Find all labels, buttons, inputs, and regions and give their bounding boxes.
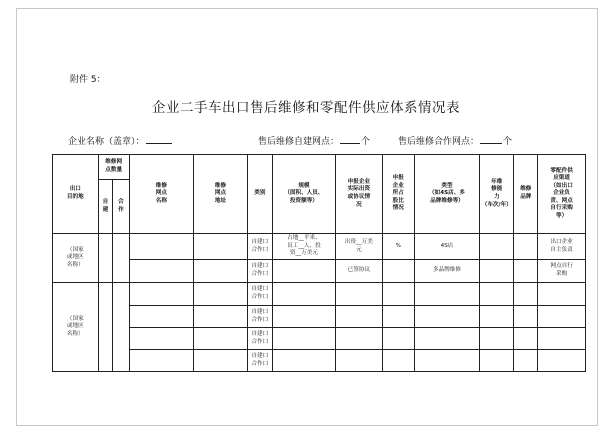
capacity-cell (480, 306, 514, 328)
outlet-address-cell (194, 283, 248, 306)
outlet-count-header: 维修网 点数量 (98, 155, 129, 180)
table-row (53, 350, 586, 372)
type-cell: 多品牌维修 (414, 260, 479, 283)
table-row (53, 328, 586, 350)
agreement-cell: 出资__万美 元 (336, 234, 383, 260)
self-built-count-cell (98, 234, 113, 283)
parts-cell: 网点自行 采购 (538, 260, 586, 283)
share-cell (382, 306, 414, 328)
self-built-outlets-blank (340, 134, 360, 144)
share-cell (382, 283, 414, 306)
scale-cell: 占地__平米、 员工__人、投 资__万美元 (272, 234, 335, 260)
outlet-address-cell (194, 328, 248, 350)
capacity-cell (480, 350, 514, 372)
outlet-name-cell (129, 283, 193, 306)
scale-cell (272, 328, 335, 350)
share-cell (382, 260, 414, 283)
outlet-address-cell (194, 306, 248, 328)
brand-cell (514, 283, 538, 306)
capacity-cell (480, 234, 514, 260)
outlet-address-cell (194, 350, 248, 372)
outlet-address-cell (194, 260, 248, 283)
scale-cell (272, 306, 335, 328)
brand-cell (514, 328, 538, 350)
brand-cell (514, 350, 538, 372)
table-row (53, 283, 586, 306)
type-cell (414, 350, 479, 372)
outlet-address-cell (194, 234, 248, 260)
company-name-blank (146, 134, 172, 144)
category-cell: 自建口 合作口 (247, 234, 272, 260)
agreement-header: 申报企业 实际出资 或协议情 况 (336, 155, 383, 234)
self-built-count-cell (98, 283, 113, 372)
type-header: 类型 （如4S店、多 品牌维修等） (414, 155, 479, 234)
category-cell: 自建口 合作口 (247, 350, 272, 372)
share-cell (382, 350, 414, 372)
scale-cell (272, 260, 335, 283)
agreement-cell: 已签协议 (336, 260, 383, 283)
company-name-label: 企业名称（盖章）： (68, 137, 145, 147)
table-row (53, 306, 586, 328)
self-built-outlets-field (258, 134, 370, 147)
table-row (53, 260, 586, 283)
region-cell: （国家 或地区 名称） (53, 234, 99, 283)
self-built-header: 自 建 (98, 180, 113, 234)
table-row (53, 234, 586, 260)
category-cell: 自建口 合作口 (247, 260, 272, 283)
parts-cell (538, 283, 586, 306)
attachment-label: 附件 5： (70, 75, 106, 85)
type-cell: 4S店 (414, 234, 479, 260)
outlet-name-cell (129, 234, 193, 260)
scale-cell (272, 350, 335, 372)
brand-cell (514, 260, 538, 283)
brand-cell (514, 306, 538, 328)
outlet-address-header: 维修 网点 地址 (194, 155, 248, 234)
cooperative-count-cell (113, 283, 130, 372)
category-cell: 自建口 合作口 (247, 283, 272, 306)
capacity-header: 年维 修能 力 （车次/年） (480, 155, 514, 234)
capacity-cell (480, 328, 514, 350)
share-cell: % (382, 234, 414, 260)
self-built-outlets-unit: 个 (361, 137, 371, 147)
document-title: 企业二手车出口售后维修和零配件供应体系情况表 (152, 100, 460, 116)
outlet-info-table (52, 154, 586, 372)
share-cell (382, 328, 414, 350)
cooperative-count-cell (113, 234, 130, 283)
outlet-name-cell (129, 260, 193, 283)
self-built-outlets-label: 售后维修自建网点： (258, 137, 340, 147)
parts-cell (538, 328, 586, 350)
cooperative-outlets-field (398, 134, 512, 147)
outlet-name-cell (129, 306, 193, 328)
header-row-top (53, 155, 586, 180)
type-cell (414, 306, 479, 328)
capacity-cell (480, 260, 514, 283)
type-cell (414, 283, 479, 306)
parts-header: 零配件供 应渠道 （如出口 企业负 责、网点 自行采购 等） (538, 155, 586, 234)
type-cell (414, 328, 479, 350)
parts-cell (538, 350, 586, 372)
capacity-cell (480, 283, 514, 306)
brand-header: 维修 品牌 (514, 155, 538, 234)
parts-cell: 出口企业 自主负责 (538, 234, 586, 260)
cooperative-outlets-unit: 个 (503, 137, 513, 147)
share-header: 申报 企业 所占 股比 情况 (382, 155, 414, 234)
outlet-name-cell (129, 328, 193, 350)
agreement-cell (336, 328, 383, 350)
company-name-field (68, 134, 173, 147)
scale-cell (272, 283, 335, 306)
destination-header: 出口 目的地 (53, 155, 99, 234)
brand-cell (514, 234, 538, 260)
agreement-cell (336, 283, 383, 306)
category-cell: 自建口 合作口 (247, 328, 272, 350)
agreement-cell (336, 350, 383, 372)
parts-cell (538, 306, 586, 328)
cooperative-header: 合 作 (113, 180, 130, 234)
category-cell: 自建口 合作口 (247, 306, 272, 328)
scale-header: 规模 （面积、人员、 投资额等） (272, 155, 335, 234)
region-cell: （国家 或地区 名称） (53, 283, 99, 372)
outlet-name-cell (129, 350, 193, 372)
category-header: 类别 (247, 155, 272, 234)
cooperative-outlets-blank (480, 134, 502, 144)
cooperative-outlets-label: 售后维修合作网点： (398, 137, 480, 147)
outlet-name-header: 维修 网点 名称 (129, 155, 193, 234)
agreement-cell (336, 306, 383, 328)
